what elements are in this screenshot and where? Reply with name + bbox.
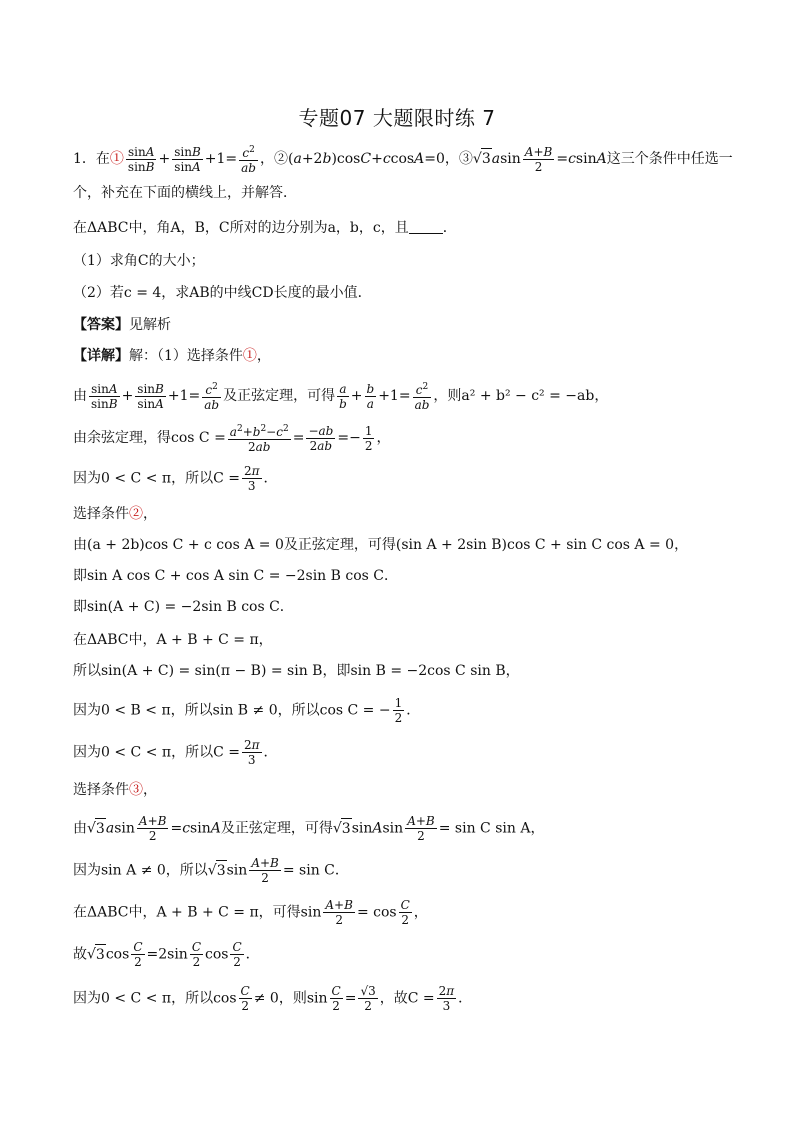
solution-1-line-2: 由余弦定理，得cos C = $\frac{a^2+b^2-c^2}{2ab}$ = $\frac{-ab}{2ab}$ =− $\frac{1}{2}$ ， xyxy=(73,423,391,454)
answer-text: 见解析 xyxy=(129,317,171,333)
condition-1-mark: ① xyxy=(109,151,124,167)
c2-line-6-text: 因为0 < B < π，所以sin B ≠ 0，所以cos C = − xyxy=(73,702,391,719)
c3-head-text: 选择条件 xyxy=(73,782,129,798)
c3-l3-a: 在ΔABC中，A + B + C = π，可得sin xyxy=(73,904,322,921)
c3-l2-a: 因为sin A ≠ 0，所以 xyxy=(73,862,208,879)
problem-number: 1．在 xyxy=(73,151,110,167)
problem-line-1 xyxy=(73,143,733,175)
c2-line-6: 因为0 < B < π，所以sin B ≠ 0，所以cos C = − $\frac{1}{2}$ ． xyxy=(73,696,421,725)
problem-line-2: 个，补充在下面的横线上，并解答． xyxy=(73,185,297,201)
s1-text-c: ，则a² + b² − c² = −ab， xyxy=(433,388,609,404)
c2-line-4: 在ΔABC中，A + B + C = π， xyxy=(73,632,273,648)
condition-3-head xyxy=(73,780,157,800)
condition-3-formula: √3asin $\frac{A+B}{2}$ =csinA xyxy=(472,144,607,174)
detail-label: 【详解】 xyxy=(73,348,129,364)
c3-l5-d: ． xyxy=(458,990,473,1007)
c2-head-mark: ② xyxy=(129,506,143,522)
c2-line-2: 即sin A cos C + cos A sin C = −2sin B cos C． xyxy=(73,568,398,584)
s1-text-a: 由 xyxy=(73,388,87,404)
c2-head-text: 选择条件 xyxy=(73,506,129,522)
c2-line-7-text: 因为0 < C < π，所以C = xyxy=(73,744,240,761)
c3-l5-c: ，故C = xyxy=(379,990,435,1007)
c3-l3-b: = cos xyxy=(356,904,397,921)
detail-head-mark: ① xyxy=(242,348,257,364)
condition-2-formula: (a+2b)cosC+ccosA=0 xyxy=(288,151,445,167)
c2-line-3: 即sin(A + C) = −2sin B cos C． xyxy=(73,599,294,615)
c3-line-5: 因为0 < C < π，所以cos $\frac{C}{2}$ ≠ 0，则sin $\frac{C}{2}$ = $\frac{√3}{2}$ ，故C = $\frac{2\pi}{3}$ ． xyxy=(73,984,473,1013)
answer-line xyxy=(73,315,171,335)
condition-2-head xyxy=(73,504,157,524)
c3-l4-a: 故 xyxy=(73,946,87,963)
solution-1-line-1: 由 $\frac{\sin A}{\sin B}$ + $\frac{\sin B}{\sin A}$ +1= $\frac{c^2}{ab}$ 及正弦定理，可得 $\frac{a}{b}$ + $\frac{b}{a}$ +1= $\frac{c^2}{ab}$ ，则a² + b² − c² = −ab， xyxy=(73,381,609,412)
s1-text-b: 及正弦定理，可得 xyxy=(223,388,336,404)
s3-text-a: 因为0 < C < π，所以C = xyxy=(73,470,240,487)
c3-line-4: 故√3cos $\frac{C}{2}$ =2sin $\frac{C}{2}$ cos $\frac{C}{2}$ ． xyxy=(73,940,260,969)
c3-l4-b: ． xyxy=(245,946,260,963)
detail-head-text: 解：（1）选择条件 xyxy=(129,348,243,364)
detail-head xyxy=(73,346,271,366)
c3-l5-b: ≠ 0，则sin xyxy=(253,990,328,1007)
c3-head-end: ， xyxy=(143,782,157,798)
detail-head-end: ， xyxy=(256,348,271,364)
solution-1-line-3: 因为0 < C < π，所以C = $\frac{2\pi}{3}$ ． xyxy=(73,464,278,493)
question-2: （2）若c = 4，求AB的中线CD长度的最小值． xyxy=(73,285,372,301)
condition-1-formula: $\frac{\sin A}{\sin B}$ + $\frac{\sin B}{\sin A}$ +1= $\frac{c^2}{ab}$ xyxy=(127,144,256,175)
c2-line-1: 由(a + 2b)cos C + c cos A = 0及正弦定理，可得(sin A + 2sin B)cos C + sin C cos A = 0， xyxy=(73,537,689,553)
c2-line-5: 所以sin(A + C) = sin(π − B) = sin B，即sin B = −2cos C sin B， xyxy=(73,663,520,679)
answer-blank xyxy=(409,219,443,234)
question-1: （1）求角C的大小； xyxy=(73,253,205,269)
answer-label: 【答案】 xyxy=(73,317,129,333)
s2-text-a: 由余弦定理，得cos C = xyxy=(73,430,226,446)
condition-3-mark: ，③ xyxy=(444,151,473,167)
problem-line-3 xyxy=(73,218,457,238)
condition-2-mark: ，② xyxy=(260,151,288,167)
problem-line-3-text: 在ΔABC中，角A，B，C所对的边分别为a，b，c，且 xyxy=(73,220,409,236)
c3-line-3: 在ΔABC中，A + B + C = π，可得sin $\frac{A+B}{2}$ = cos $\frac{C}{2}$ ， xyxy=(73,898,428,927)
c2-line-7: 因为0 < C < π，所以C = $\frac{2\pi}{3}$ ． xyxy=(73,738,278,767)
c3-l3-c: ， xyxy=(413,904,428,921)
c2-head-end: ， xyxy=(143,506,157,522)
c3-l1-b: 及正弦定理，可得 xyxy=(220,820,333,837)
c3-line-1: 由√3asin $\frac{A+B}{2}$ =csinA及正弦定理，可得√3sinAsin $\frac{A+B}{2}$ = sin C sin A， xyxy=(73,814,545,843)
c3-l2-b: = sin C． xyxy=(282,862,349,879)
c3-head-mark: ③ xyxy=(129,782,143,798)
c3-l1-c: = sin C sin A， xyxy=(438,820,545,837)
c3-line-2: 因为sin A ≠ 0，所以√3sin $\frac{A+B}{2}$ = sin C． xyxy=(73,856,349,885)
problem-line-1-tail: 这三个条件中任选一 xyxy=(606,151,733,167)
page-title: 专题07 大题限时练 7 xyxy=(298,106,496,130)
problem-line-3-end: ． xyxy=(442,220,457,236)
c3-l1-a: 由 xyxy=(73,820,87,837)
s3-text-b: ． xyxy=(263,470,278,487)
c3-l5-a: 因为0 < C < π，所以cos xyxy=(73,990,237,1007)
